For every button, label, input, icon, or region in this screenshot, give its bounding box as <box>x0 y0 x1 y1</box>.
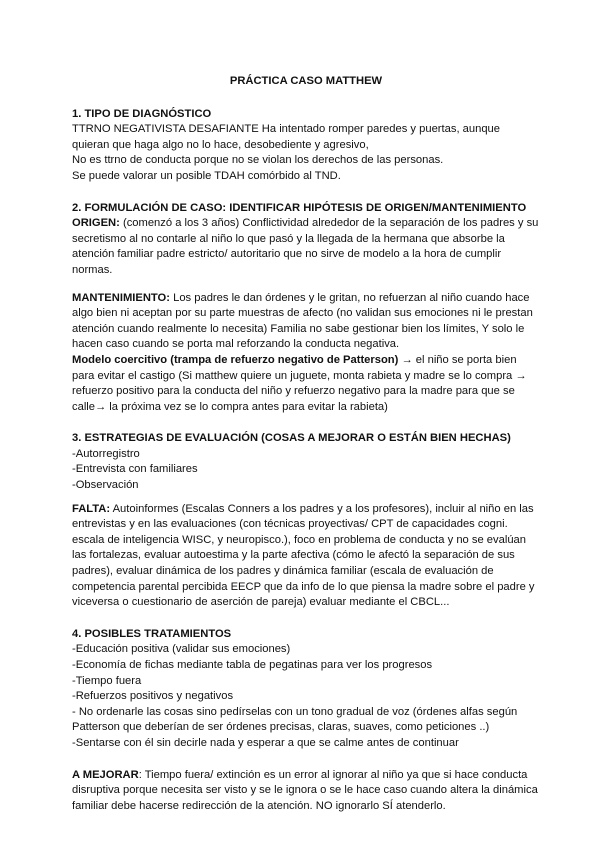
coercive-model-paragraph <box>72 353 540 415</box>
list-item: -Refuerzos positivos y negativos <box>72 690 234 703</box>
paragraph: No es ttrno de conducta porque no se violan los derechos de las personas. <box>72 154 444 167</box>
section-heading: 3. ESTRATEGIAS DE EVALUACIÓN (COSAS A MEJORAR O ESTÁN BIEN HECHAS) <box>72 432 511 445</box>
list-item: -Educación positiva (validar sus emociones) <box>72 643 291 656</box>
origin-text: (comenzó a los 3 años) Conflictividad alrededor de la separación de los padres y su secretismo al no contarle al niño lo que pasó y la llegada de la hermana que absorbe la atención familiar padre estricto/ autoritario que no sirve de modelo a la hora de cumplir normas. <box>72 217 539 276</box>
missing-paragraph <box>72 502 540 611</box>
section-heading: 4. POSIBLES TRATAMIENTOS <box>72 627 232 640</box>
maintenance-paragraph <box>72 291 540 353</box>
improve-paragraph <box>72 768 540 815</box>
list-item: -Tiempo fuera <box>72 674 142 687</box>
list-item: -Autorregistro <box>72 447 140 460</box>
list-item: -Observación <box>72 479 139 492</box>
list-item: - No ordenarle las cosas sino pedírselas con un tono gradual de voz (órdenes alfas según Patterson que deberían de ser órdenes precisas, claras, suaves, como peticiones ..) <box>72 705 518 734</box>
list-item: -Sentarse con él sin decirle nada y esperar a que se calme antes de continuar <box>72 736 459 749</box>
missing-text: Autoinformes (Escalas Conners a los padres y a los profesores), incluir al niño en las entrevistas y en las evaluaciones (con técnicas proyectivas/ CPT de capacidades cogni. escala de inteligencia WISC, y neuropisco.), foco en problema de conducta y no se evalúan las fortalezas, evaluar autoestima y la parte afectiva (cómo le afectó la separación de sus padres), evaluar dinámica de los padres y dinámica familiar (escala de evaluación de competencia parental percibida EECP que da info de lo que piensa la madre sobre el padre y viceversa o cuestionario de aserción de pareja) evaluar mediante el CBCL... <box>72 502 535 609</box>
improve-label: A MEJORAR <box>72 768 139 781</box>
document-title: PRÁCTICA CASO MATTHEW <box>229 75 383 87</box>
paragraph: TTRNO NEGATIVISTA DESAFIANTE Ha intentado romper paredes y puertas, aunque quieran que haga algo no lo hace, desobediente y agresivo, <box>72 123 500 151</box>
section-heading: 2. FORMULACIÓN DE CASO: IDENTIFICAR HIPÓTESIS DE ORIGEN/MANTENIMIENTO <box>72 201 527 214</box>
paragraph: Se puede valorar un posible TDAH comórbido al TND. <box>72 169 341 182</box>
origin-paragraph <box>72 216 540 278</box>
section-treatments <box>72 627 540 752</box>
maintenance-text: Los padres le dan órdenes y le gritan, no refuerzan al niño cuando hace algo bien ni aceptan por su parte muestras de afecto (no validan sus emociones ni le prestan atención cuando realmente lo necesita) Familia no sabe gestionar bien los límites, Y solo le hacen caso cuando se porta mal reforzando la conducta negativa. <box>72 291 533 351</box>
evaluation-list <box>72 447 540 494</box>
treatment-list <box>72 642 540 751</box>
section-diagnosis <box>72 107 540 185</box>
section-heading: 1. TIPO DE DIAGNÓSTICO <box>72 107 212 120</box>
list-item: -Entrevista con familiares <box>72 463 198 476</box>
section-evaluation <box>72 431 540 611</box>
list-item: -Economía de fichas mediante tabla de pegatinas para ver los progresos <box>72 659 433 671</box>
coercive-model-label: Modelo coercitivo (trampa de refuerzo negativo de Patterson) <box>72 353 399 366</box>
coercive-model-text: → el niño se porta bien para evitar el castigo (Si matthew quiere un juguete, monta rabieta y madre se lo compra → refuerzo positivo para la conducta del niño y refuerzo negativo para la madre para que se calle→ la próxima vez se lo compra antes para evitar la rabieta) <box>72 353 527 413</box>
section-case-formulation <box>72 201 540 416</box>
missing-label: FALTA: <box>72 502 111 515</box>
improve-text: : Tiempo fuera/ extinción es un error al ignorar al niño ya que si hace conducta disruptiva porque necesita ser visto y se le ignora o se le hace caso cuando altera la dinámica familiar debe hacerse redirección de la atención. NO ignorarlo SÍ atenderlo. <box>72 768 538 812</box>
origin-label: ORIGEN: <box>72 217 120 230</box>
maintenance-label: MANTENIMIENTO: <box>72 291 170 304</box>
